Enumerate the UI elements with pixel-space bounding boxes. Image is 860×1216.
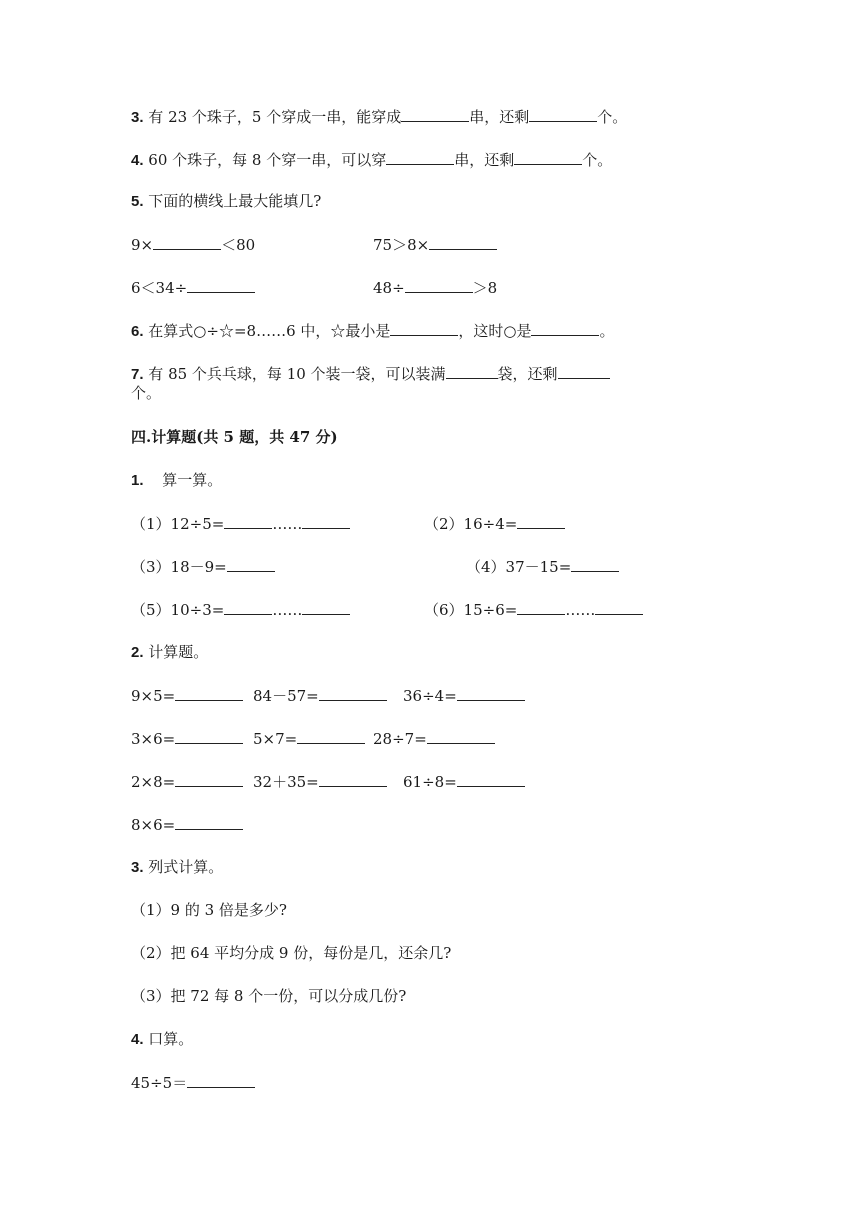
question-text: 有 23 个珠子，5 个穿成一串，能穿成: [148, 108, 402, 126]
calc-item: [424, 513, 565, 534]
expression: （6）15÷6=: [424, 601, 518, 619]
answer-blank[interactable]: [427, 728, 495, 744]
q5-item: [131, 277, 255, 298]
question-text: 下面的横线上最大能填几?: [148, 192, 322, 210]
answer-blank[interactable]: [187, 277, 255, 293]
answer-blank[interactable]: [386, 149, 454, 165]
answer-blank[interactable]: [429, 234, 497, 250]
expression: 3×6=: [131, 730, 176, 748]
expression: 84－57=: [253, 687, 319, 705]
ellipsis: ……: [272, 601, 303, 619]
expression: （2）16÷4=: [424, 515, 518, 533]
calc-question-4: [131, 1029, 193, 1050]
calc-question-2: [131, 642, 208, 663]
question-text: 60 个珠子，每 8 个穿一串，可以穿: [148, 151, 387, 169]
answer-blank[interactable]: [224, 513, 272, 529]
question-text: 个。: [582, 151, 613, 169]
calc-item: [131, 513, 350, 534]
answer-blank[interactable]: [446, 363, 498, 379]
answer-blank[interactable]: [319, 685, 387, 701]
question-text: 口算。: [148, 1030, 194, 1048]
question-text: 计算题。: [148, 643, 209, 661]
q5-item: [373, 277, 497, 298]
expression: （3）18－9=: [131, 558, 227, 576]
calc-item: [373, 728, 495, 749]
question-6: [131, 320, 615, 342]
answer-blank[interactable]: [175, 685, 243, 701]
answer-blank[interactable]: [390, 320, 458, 336]
expression: 48÷: [373, 279, 405, 297]
answer-blank[interactable]: [175, 814, 243, 830]
answer-blank[interactable]: [405, 277, 473, 293]
calc-question-1: [131, 470, 222, 491]
ellipsis: ……: [272, 515, 303, 533]
answer-blank[interactable]: [224, 599, 272, 615]
expression: 61÷8=: [403, 773, 457, 791]
question-text: 个。: [131, 384, 162, 402]
question-text: 袋，还剩: [497, 365, 558, 383]
answer-blank[interactable]: [517, 513, 565, 529]
question-text: 。: [599, 322, 615, 340]
question-number: 4.: [131, 152, 144, 169]
question-number: 1.: [131, 472, 144, 489]
calc-item: [466, 556, 619, 577]
question-text: 在算式○÷☆=8……6 中，☆最小是: [148, 322, 391, 340]
question-number: 2.: [131, 644, 144, 661]
expression: 75＞8×: [373, 236, 430, 254]
answer-blank[interactable]: [531, 320, 599, 336]
answer-blank[interactable]: [302, 513, 350, 529]
q5-item: [131, 234, 255, 255]
question-number: 4.: [131, 1031, 144, 1048]
calc-item: [253, 685, 387, 706]
question-5: [131, 191, 321, 212]
question-number: 7.: [131, 366, 144, 383]
question-number: 6.: [131, 323, 144, 340]
question-number: 3.: [131, 859, 144, 876]
answer-blank[interactable]: [401, 106, 469, 122]
answer-blank[interactable]: [302, 599, 350, 615]
sub-question: （2）把 64 平均分成 9 份，每份是几，还余几?: [131, 944, 452, 962]
calc-item: [131, 1072, 255, 1093]
expression: 8×6=: [131, 816, 176, 834]
answer-blank[interactable]: [595, 599, 643, 615]
expression: 2×8=: [131, 773, 176, 791]
q5-item: [373, 234, 497, 255]
question-text: 串，还剩: [469, 108, 530, 126]
expression: 6＜34÷: [131, 279, 188, 297]
question-7: [131, 363, 691, 403]
calc-question-3: [131, 857, 223, 878]
question-text: 个。: [597, 108, 628, 126]
calc-item: [403, 771, 525, 792]
section-title: 四.计算题(共 5 题，共 47 分): [131, 428, 338, 446]
ellipsis: ……: [565, 601, 596, 619]
answer-blank[interactable]: [558, 363, 610, 379]
calc-item: [131, 771, 243, 792]
expression: 9×: [131, 236, 154, 254]
expression: ＜80: [221, 236, 256, 254]
expression: ＞8: [472, 279, 498, 297]
answer-blank[interactable]: [187, 1072, 255, 1088]
expression: 45÷5＝: [131, 1074, 188, 1092]
expression: （5）10÷3=: [131, 601, 225, 619]
answer-blank[interactable]: [529, 106, 597, 122]
calc-item: [131, 728, 243, 749]
answer-blank[interactable]: [514, 149, 582, 165]
sub-question: （1）9 的 3 倍是多少?: [131, 901, 287, 919]
expression: （4）37－15=: [466, 558, 572, 576]
question-text: ，这时○是: [458, 322, 532, 340]
answer-blank[interactable]: [517, 599, 565, 615]
answer-blank[interactable]: [153, 234, 221, 250]
question-text: 列式计算。: [148, 858, 224, 876]
calc-item: [403, 685, 525, 706]
expression: 28÷7=: [373, 730, 427, 748]
question-3: [131, 106, 627, 128]
expression: 9×5=: [131, 687, 176, 705]
question-text: 算一算。: [162, 471, 223, 489]
sub-question: （3）把 72 每 8 个一份，可以分成几份?: [131, 987, 407, 1005]
calc-item: [424, 599, 643, 620]
answer-blank[interactable]: [319, 771, 387, 787]
answer-blank[interactable]: [227, 556, 275, 572]
question-text: 串，还剩: [454, 151, 515, 169]
answer-blank[interactable]: [297, 728, 365, 744]
question-text: 有 85 个兵乓球，每 10 个装一袋，可以装满: [148, 365, 446, 383]
calc-item: [131, 599, 350, 620]
calc-item: [253, 728, 365, 749]
answer-blank[interactable]: [175, 771, 243, 787]
expression: 36÷4=: [403, 687, 457, 705]
expression: 32＋35=: [253, 773, 319, 791]
expression: 5×7=: [253, 730, 298, 748]
answer-blank[interactable]: [457, 771, 525, 787]
question-4: [131, 149, 612, 171]
answer-blank[interactable]: [457, 685, 525, 701]
calc-item: [131, 685, 243, 706]
answer-blank[interactable]: [175, 728, 243, 744]
answer-blank[interactable]: [571, 556, 619, 572]
question-number: 5.: [131, 193, 144, 210]
calc-item: [131, 556, 275, 577]
calc-item: [253, 771, 387, 792]
calc-item: [131, 814, 243, 835]
question-number: 3.: [131, 109, 144, 126]
expression: （1）12÷5=: [131, 515, 225, 533]
